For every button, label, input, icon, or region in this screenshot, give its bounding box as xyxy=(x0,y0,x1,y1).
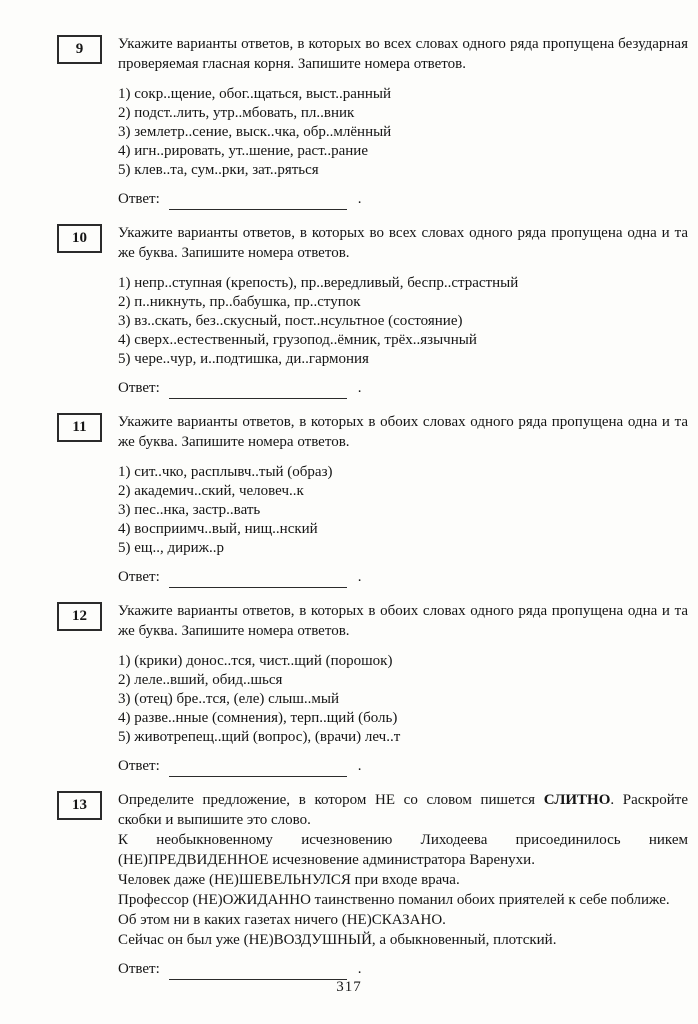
question-9-options xyxy=(118,85,688,180)
answer-blank-line xyxy=(169,761,347,777)
answer-blank-line xyxy=(169,383,347,399)
question-12-option-1: 1) (крики) донос..тся, чист..щий (порошок) xyxy=(118,653,393,669)
question-10-option-5: 5) чере..чур, и..подтишка, ди..гармония xyxy=(118,351,369,367)
question-9-option-3: 3) землетр..сение, выск..чка, обр..млённый xyxy=(118,124,392,140)
question-10-number: 10 xyxy=(72,230,87,246)
question-11-option-1: 1) сит..чко, расплывч..тый (образ) xyxy=(118,464,333,480)
question-12-prompt: Укажите варианты ответов, в которых в обоих словах одного ряда пропущена одна и та же буква. Запишите номера ответов. xyxy=(118,603,688,639)
question-12-option-3: 3) (отец) бре..тся, (еле) слыш..мый xyxy=(118,691,340,707)
answer-label: Ответ: xyxy=(118,380,160,396)
question-9-number-column xyxy=(57,34,118,64)
question-11-option-2: 2) академич..ский, человеч..к xyxy=(118,483,304,499)
question-10-number-box xyxy=(57,224,102,253)
answer-label: Ответ: xyxy=(118,961,160,977)
question-12-options xyxy=(118,652,688,747)
question-13-number: 13 xyxy=(72,797,87,813)
answer-label: Ответ: xyxy=(118,569,160,585)
question-10-option-1: 1) непр..ступная (крепость), пр..вередливый, беспр..страстный xyxy=(118,275,519,291)
page-number: 317 xyxy=(336,979,362,995)
question-9-option-1: 1) сокр..щение, обог..щаться, выст..ранный xyxy=(118,86,392,102)
answer-period: . xyxy=(357,961,362,977)
answer-blank-line xyxy=(169,572,347,588)
question-13-prompt-before: Определите предложение, в котором НЕ со словом пишется xyxy=(118,792,544,808)
question-9-prompt: Укажите варианты ответов, в которых во всех словах одного ряда пропущена безударная проверяемая гласная корня. Запишите номера ответов. xyxy=(118,36,688,72)
question-11-option-4: 4) восприимч..вый, нищ..нский xyxy=(118,521,318,537)
question-9-option-4: 4) игн..рировать, ут..шение, раст..рание xyxy=(118,143,368,159)
question-13-number-box xyxy=(57,791,102,820)
question-12-option-2: 2) леле..вший, обид..шься xyxy=(118,672,283,688)
question-9 xyxy=(57,34,688,210)
question-10-number-column xyxy=(57,223,118,253)
question-9-body xyxy=(118,34,688,210)
answer-period: . xyxy=(357,380,362,396)
answer-period: . xyxy=(357,569,362,585)
question-10-option-3: 3) вз..скать, без..скусный, пост..нсультное (состояние) xyxy=(118,313,463,329)
question-13-body xyxy=(118,790,688,980)
question-13-prompt-after: . Раскройте скобки и выпишите это слово. xyxy=(118,792,688,828)
question-9-number-box xyxy=(57,35,102,64)
answer-label: Ответ: xyxy=(118,758,160,774)
question-10-answer-line xyxy=(118,378,688,399)
answer-period: . xyxy=(357,191,362,207)
question-9-option-2: 2) подст..лить, утр..мбовать, пл..вник xyxy=(118,105,355,121)
question-11-options xyxy=(118,463,688,558)
question-10 xyxy=(57,223,688,399)
question-10-prompt: Укажите варианты ответов, в которых во всех словах одного ряда пропущена одна и та же буква. Запишите номера ответов. xyxy=(118,225,688,261)
question-12-number-column xyxy=(57,601,118,631)
answer-blank-line xyxy=(169,194,347,210)
question-13-answer-line xyxy=(118,959,688,980)
question-13-sentence-1: К необыкновенному исчезновению Лиходеева присоединилось никем (НЕ)ПРЕДВИДЕННОЕ исчезновение администратора Варенухи. xyxy=(118,832,688,868)
question-11-number-box xyxy=(57,413,102,442)
question-12-number-box xyxy=(57,602,102,631)
question-13-number-column xyxy=(57,790,118,820)
question-11 xyxy=(57,412,688,588)
question-13-sentences xyxy=(118,830,688,950)
question-11-prompt: Укажите варианты ответов, в которых в обоих словах одного ряда пропущена одна и та же буква. Запишите номера ответов. xyxy=(118,414,688,450)
question-13-sentence-5: Сейчас он был уже (НЕ)ВОЗДУШНЫЙ, а обыкновенный, плотский. xyxy=(118,932,557,948)
question-13-prompt xyxy=(118,790,688,830)
question-12 xyxy=(57,601,688,777)
answer-label: Ответ: xyxy=(118,191,160,207)
question-12-body xyxy=(118,601,688,777)
answer-period: . xyxy=(357,758,362,774)
question-9-number: 9 xyxy=(75,41,84,57)
question-13 xyxy=(57,790,688,980)
question-9-option-5: 5) клев..та, сум..рки, зат..ряться xyxy=(118,162,319,178)
question-13-sentence-2: Человек даже (НЕ)ШЕВЕЛЬНУЛСЯ при входе врача. xyxy=(118,872,460,888)
question-12-answer-line xyxy=(118,756,688,777)
question-11-number: 11 xyxy=(72,419,87,435)
question-10-option-2: 2) п..никнуть, пр..бабушка, пр..ступок xyxy=(118,294,361,310)
question-11-body xyxy=(118,412,688,588)
question-12-number: 12 xyxy=(72,608,87,624)
question-10-body xyxy=(118,223,688,399)
question-10-option-4: 4) сверх..естественный, грузопод..ёмник, трёх..язычный xyxy=(118,332,477,348)
question-13-sentence-4: Об этом ни в каких газетах ничего (НЕ)СКАЗАНО. xyxy=(118,912,446,928)
question-11-option-5: 5) ещ.., дириж..р xyxy=(118,540,225,556)
question-9-answer-line xyxy=(118,189,688,210)
answer-blank-line xyxy=(169,964,347,980)
question-11-option-3: 3) пес..нка, застр..вать xyxy=(118,502,261,518)
question-11-answer-line xyxy=(118,567,688,588)
question-12-option-4: 4) разве..нные (сомнения), терп..щий (боль) xyxy=(118,710,398,726)
question-11-number-column xyxy=(57,412,118,442)
question-13-prompt-bold: СЛИТНО xyxy=(543,792,611,808)
question-10-options xyxy=(118,274,688,369)
question-12-option-5: 5) животрепещ..щий (вопрос), (врачи) леч..т xyxy=(118,729,401,745)
question-13-sentence-3: Профессор (НЕ)ОЖИДАННО таинственно поманил обоих приятелей к себе поближе. xyxy=(118,892,670,908)
